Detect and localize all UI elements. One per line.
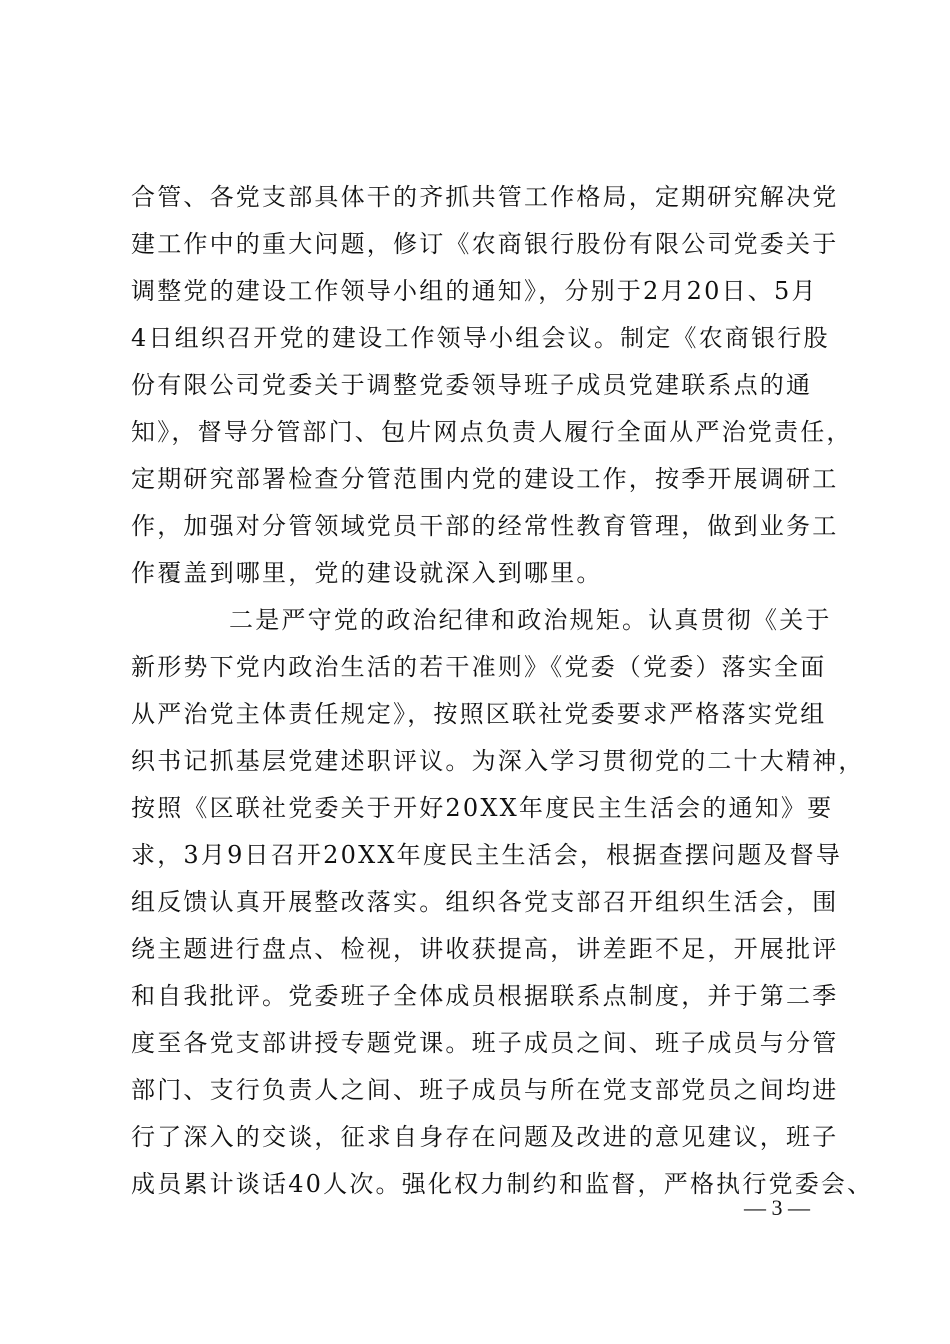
page-number: — 3 — bbox=[744, 1195, 810, 1220]
text-line: 度至各党支部讲授专题党课。班子成员之间、班子成员与分管 bbox=[131, 1029, 839, 1057]
text-line: 从严治党主体责任规定》，按照区联社党委要求严格落实党组 bbox=[131, 700, 827, 728]
text-line: 知》，督导分管部门、包片网点负责人履行全面从严治党责任， bbox=[131, 418, 853, 446]
text-line: 调整党的建设工作领导小组的通知》，分别于2月20日、5月 bbox=[131, 277, 818, 305]
text-line: 按照《区联社党委关于开好20XX年度民主生活会的通知》要 bbox=[131, 794, 834, 822]
text-line: 求，3月9日召开20XX年度民主生活会，根据查摆问题及督导 bbox=[131, 841, 843, 869]
paragraph-first-line: 二是严守党的政治纪律和政治规矩。认真贯彻《关于 bbox=[229, 606, 832, 634]
text-line: 组反馈认真开展整改落实。组织各党支部召开组织生活会，围 bbox=[131, 888, 839, 916]
text-line: 新形势下党内政治生活的若干准则》《党委（党委）落实全面 bbox=[131, 653, 827, 681]
text-line: 作覆盖到哪里，党的建设就深入到哪里。 bbox=[131, 559, 603, 587]
text-line: 成员累计谈话40人次。强化权力制约和监督，严格执行党委会、 bbox=[131, 1170, 874, 1198]
text-line: 合管、各党支部具体干的齐抓共管工作格局，定期研究解决党 bbox=[131, 183, 839, 211]
text-line: 建工作中的重大问题，修订《农商银行股份有限公司党委关于 bbox=[131, 230, 839, 258]
text-line: 作，加强对分管领域党员干部的经常性教育管理，做到业务工 bbox=[131, 512, 839, 540]
text-line: 行了深入的交谈，征求自身存在问题及改进的意见建议，班子 bbox=[131, 1123, 839, 1151]
text-line: 和自我批评。党委班子全体成员根据联系点制度，并于第二季 bbox=[131, 982, 839, 1010]
text-line: 定期研究部署检查分管范围内党的建设工作，按季开展调研工 bbox=[131, 465, 839, 493]
text-line: 绕主题进行盘点、检视，讲收获提高，讲差距不足，开展批评 bbox=[131, 935, 839, 963]
text-line: 织书记抓基层党建述职评议。为深入学习贯彻党的二十大精神， bbox=[131, 747, 865, 775]
text-line: 4日组织召开党的建设工作领导小组会议。制定《农商银行股 bbox=[131, 324, 830, 352]
text-line: 份有限公司党委关于调整党委领导班子成员党建联系点的通 bbox=[131, 371, 813, 399]
text-line: 部门、支行负责人之间、班子成员与所在党支部党员之间均进 bbox=[131, 1076, 839, 1104]
